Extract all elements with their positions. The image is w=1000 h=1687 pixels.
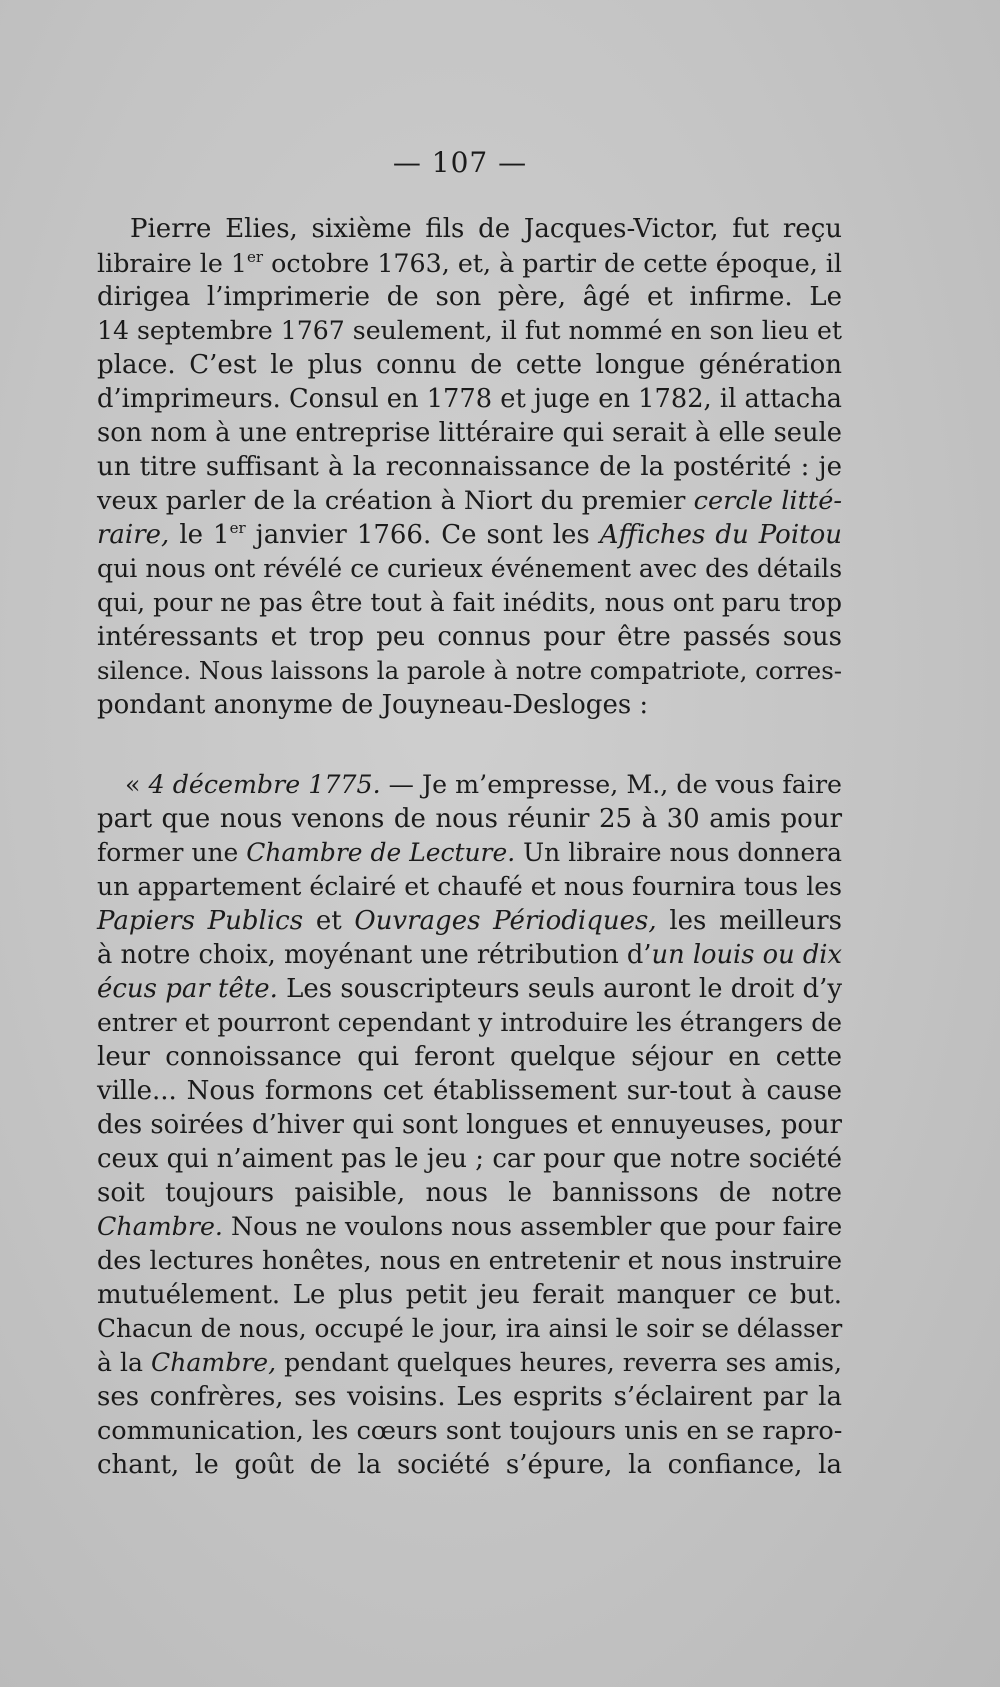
para1-line-6: d’imprimeurs. Consul en 1778 et juge en 1782, il attacha <box>97 384 842 414</box>
para1-line-14: silence. Nous laissons la parole à notre compatriote, corres- <box>97 656 842 685</box>
para1-line-10: raire, le 1er janvier 1766. Ce sont les Affiches du Poitou <box>97 519 842 550</box>
para2-line-15: des lectures honêtes, nous en entretenir et nous instruire <box>97 1246 842 1276</box>
para1-line-3: dirigea l’imprimerie de son père, âgé et infirme. Le <box>97 282 842 312</box>
para2-line-21: chant, le goût de la société s’épure, la confiance, la <box>97 1450 842 1480</box>
para2-line-10: ville... Nous formons cet établissement sur-tout à cause <box>97 1076 842 1106</box>
para2-line-9: leur connoissance qui feront quelque séjour en cette <box>97 1042 842 1072</box>
para1-line-4: 14 septembre 1767 seulement, il fut nommé en son lieu et <box>97 316 842 345</box>
page-number: — 107 — <box>392 146 528 179</box>
para2-line-20: communication, les cœurs sont toujours unis en se rapro- <box>97 1416 843 1446</box>
para2-line-19: ses confrères, ses voisins. Les esprits s’éclairent par la <box>97 1382 842 1412</box>
para1-line-12: qui, pour ne pas être tout à fait inédits, nous ont paru trop <box>97 588 842 617</box>
para1-line-1: Pierre Elies, sixième fils de Jacques-Victor, fut reçu <box>130 214 842 244</box>
para1-line-11: qui nous ont révélé ce curieux événement avec des détails <box>97 554 843 583</box>
para1-line-5: place. C’est le plus connu de cette longue génération <box>97 350 842 380</box>
para2-line-18: à la Chambre, pendant quelques heures, reverra ses amis, <box>97 1348 842 1377</box>
para2-line-17: Chacun de nous, occupé le jour, ira ainsi le soir se délasser <box>97 1314 843 1343</box>
para2-line-11: des soirées d’hiver qui sont longues et ennuyeuses, pour <box>97 1110 842 1140</box>
para2-line-13: soit toujours paisible, nous le bannissons de notre <box>97 1178 842 1208</box>
para1-line-15: pondant anonyme de Jouyneau-Desloges : <box>97 690 649 720</box>
para2-line-16: mutuélement. Le plus petit jeu ferait manquer ce but. <box>97 1280 842 1310</box>
para1-line-9: veux parler de la création à Niort du premier cercle litté- <box>97 486 843 516</box>
para1-line-8: un titre suffisant à la reconnaissance de la postérité : je <box>97 452 842 482</box>
para2-line-14: Chambre. Nous ne voulons nous assembler que pour faire <box>97 1212 843 1241</box>
para2-line-6: à notre choix, moyénant une rétribution d’un louis ou dix <box>97 940 842 970</box>
para2-line-7: écus par tête. Les souscripteurs seuls auront le droit d’y <box>97 974 842 1004</box>
para2-line-1: « 4 décembre 1775. — Je m’empresse, M., de vous faire <box>125 770 842 799</box>
para2-line-8: entrer et pourront cependant y introduire les étrangers de <box>97 1008 842 1037</box>
para1-line-13: intéressants et trop peu connus pour être passés sous <box>97 622 842 652</box>
para2-line-4: un appartement éclairé et chaufé et nous fournira tous les <box>97 872 842 901</box>
para1-line-7: son nom à une entreprise littéraire qui serait à elle seule <box>97 418 842 448</box>
para2-line-3: former une Chambre de Lecture. Un libraire nous donnera <box>97 838 842 867</box>
para2-line-12: ceux qui n’aiment pas le jeu ; car pour que notre société <box>97 1144 842 1174</box>
para2-line-5: Papiers Publics et Ouvrages Périodiques, les meilleurs <box>97 906 842 936</box>
para1-line-2: libraire le 1er octobre 1763, et, à partir de cette époque, il <box>97 248 842 278</box>
para2-line-2: part que nous venons de nous réunir 25 à 30 amis pour <box>97 804 842 834</box>
